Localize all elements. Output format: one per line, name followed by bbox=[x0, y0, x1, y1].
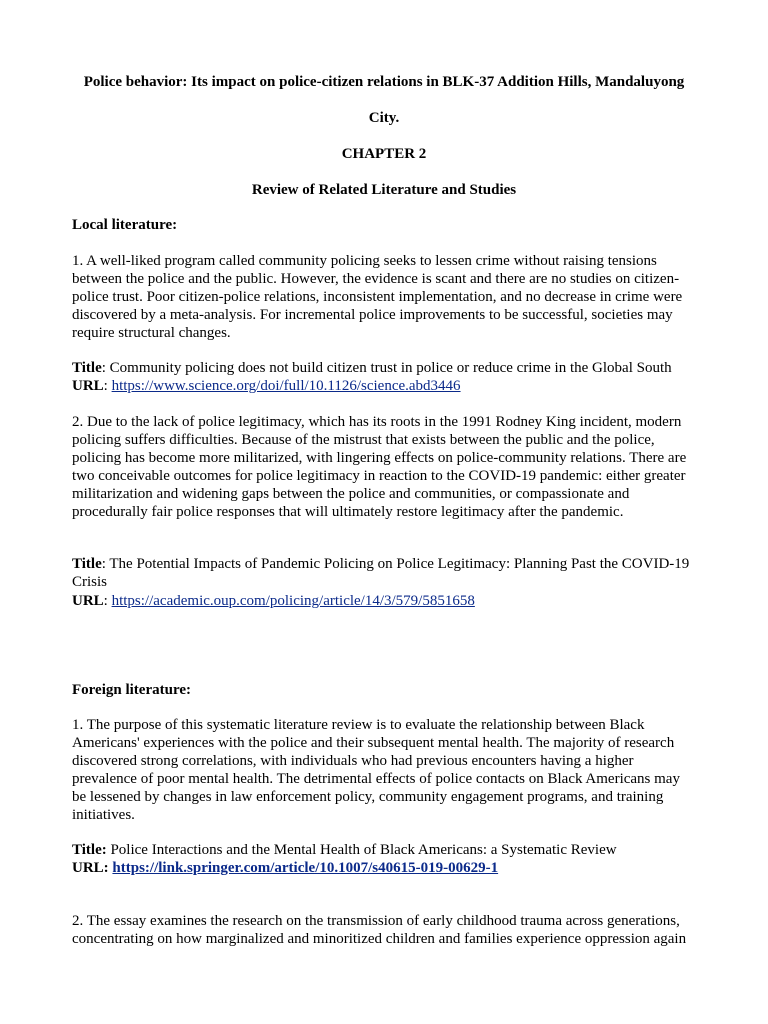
local-item-2-url bbox=[72, 592, 696, 610]
title-value: : Community policing does not build citizen trust in police or reduce crime in the Global South bbox=[101, 360, 672, 376]
chapter-heading: CHAPTER 2 bbox=[341, 146, 427, 162]
local-item-2-link[interactable]: https://academic.oup.com/policing/article/14/3/579/5851658 bbox=[111, 593, 475, 609]
url-label: URL bbox=[72, 593, 104, 609]
title-value: : The Potential Impacts of Pandemic Policing on Police Legitimacy: Planning Past the COVID-19 Crisis bbox=[72, 556, 690, 590]
foreign-item-1-title bbox=[72, 841, 696, 859]
document-title-line-1: Police behavior: Its impact on police-citizen relations in BLK-37 Addition Hills, Mandaluyong bbox=[83, 74, 685, 90]
foreign-item-1-link[interactable]: https://link.springer.com/article/10.1007/s40615-019-00629-1 bbox=[112, 860, 499, 876]
foreign-item-2-text: 2. The essay examines the research on the transmission of early childhood trauma across generations, concentrating on how marginalized and minoritized children and families experience oppression again bbox=[72, 913, 687, 947]
local-item-1-title bbox=[72, 359, 696, 377]
local-item-1-link[interactable]: https://www.science.org/doi/full/10.1126/science.abd3446 bbox=[111, 378, 461, 394]
foreign-item-1-text: 1. The purpose of this systematic literature review is to evaluate the relationship between Black Americans' experiences with the police and their subsequent mental health. The majority of research discovered strong correlations, with individuals who had previous encounters having a higher prevalence of poor mental health. The detrimental effects of police contacts on Black Americans may be lessened by changes in law enforcement policy, community engagement programs, and training initiatives. bbox=[72, 717, 680, 823]
title-value: Police Interactions and the Mental Health of Black Americans: a Systematic Review bbox=[106, 842, 617, 858]
section-subtitle: Review of Related Literature and Studies bbox=[251, 182, 517, 198]
document-title-line-2: City. bbox=[368, 110, 400, 126]
url-separator: : bbox=[103, 378, 112, 394]
foreign-literature-heading: Foreign literature: bbox=[72, 682, 191, 698]
title-label: Title bbox=[72, 556, 102, 572]
foreign-item-1-url bbox=[72, 859, 696, 877]
local-item-2-text: 2. Due to the lack of police legitimacy, which has its roots in the 1991 Rodney King incident, modern policing suffers difficulties. Because of the mistrust that exists between the public and the police, policing has become more militarized, with lingering effects on police-community relations. There are two conceivable outcomes for police legitimacy in reaction to the COVID-19 pandemic: either greater militarization and widening gaps between the police and communities, or compassionate and procedurally fair police responses that will ultimately restore legitimacy after the pandemic. bbox=[72, 414, 687, 520]
url-label: URL: bbox=[72, 860, 109, 876]
local-item-2-title bbox=[72, 555, 696, 591]
title-label: Title bbox=[72, 360, 102, 376]
local-item-1-text: 1. A well-liked program called community policing seeks to lessen crime without raising tensions between the police and the public. However, the evidence is scant and there are no studies on citizen-police trust. Poor citizen-police relations, inconsistent implementation, and no decrease in crime were discovered by a meta-analysis. For incremental police improvements to be successful, societies may require structural changes. bbox=[72, 253, 683, 341]
title-label: Title: bbox=[72, 842, 107, 858]
local-item-1-url bbox=[72, 377, 696, 395]
local-literature-heading: Local literature: bbox=[72, 217, 178, 233]
url-label: URL bbox=[72, 378, 104, 394]
url-separator: : bbox=[103, 593, 112, 609]
